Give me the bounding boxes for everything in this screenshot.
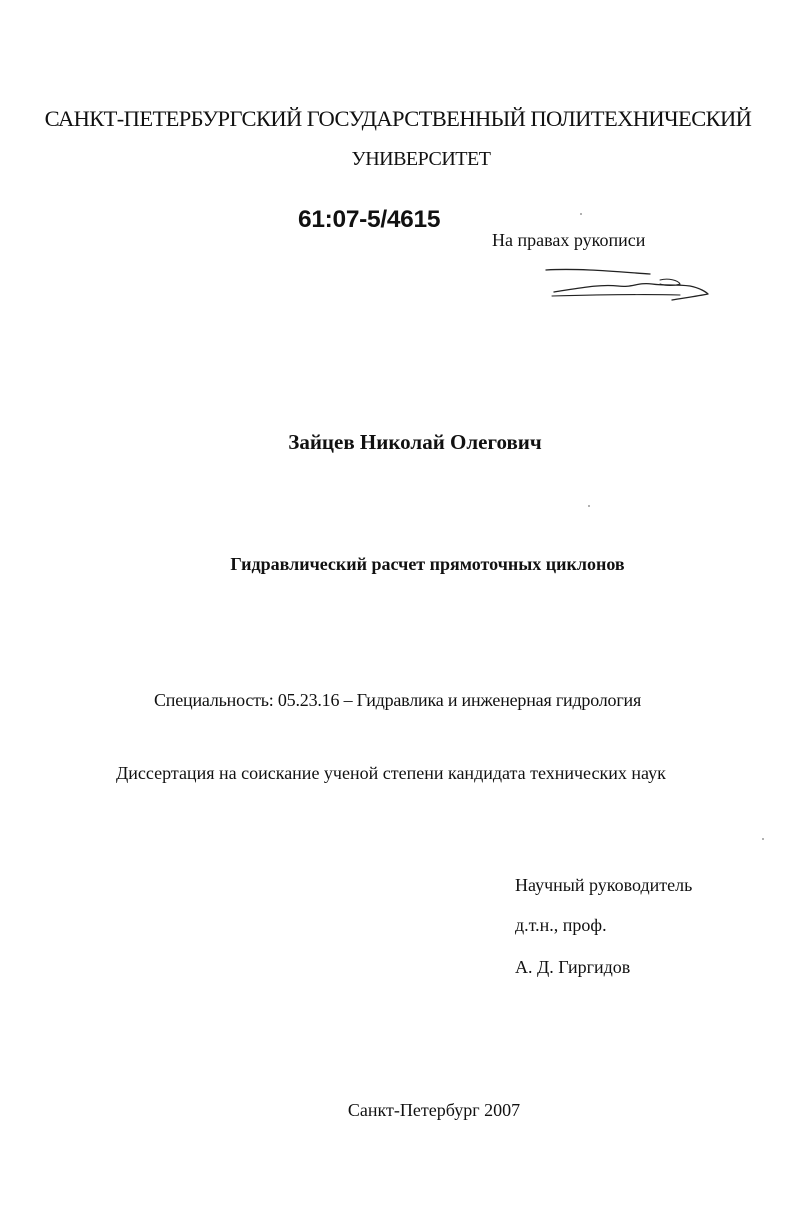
university-name-line-2: УНИВЕРСИТЕТ bbox=[351, 148, 491, 170]
signature-stroke-top bbox=[546, 269, 650, 274]
signature-stroke-main bbox=[554, 284, 708, 300]
signature-icon bbox=[540, 262, 712, 306]
author-name: Зайцев Николай Олегович bbox=[288, 430, 542, 454]
supervisor-degree: д.т.н., проф. bbox=[515, 915, 607, 935]
specialty-line: Специальность: 05.23.16 – Гидравлика и инженерная гидрология bbox=[154, 690, 642, 710]
degree-statement: Диссертация на соискание ученой степени кандидата технических наук bbox=[116, 763, 666, 783]
city-and-year: Санкт-Петербург 2007 bbox=[347, 1100, 521, 1120]
signature-stroke-underline bbox=[552, 295, 680, 296]
manuscript-rights-note: На правах рукописи bbox=[492, 230, 646, 250]
scan-speck bbox=[762, 838, 764, 840]
archive-number-stamp: 61:07-5/4615 bbox=[298, 206, 441, 233]
supervisor-label: Научный руководитель bbox=[515, 875, 693, 895]
university-name-line-1: САНКТ-ПЕТЕРБУРГСКИЙ ГОСУДАРСТВЕННЫЙ ПОЛИТЕХНИЧЕСКИЙ bbox=[44, 106, 752, 131]
scan-speck bbox=[580, 213, 582, 215]
dissertation-title: Гидравлический расчет прямоточных циклонов bbox=[230, 554, 625, 574]
supervisor-name: А. Д. Гиргидов bbox=[515, 957, 631, 977]
scan-speck bbox=[588, 505, 590, 507]
